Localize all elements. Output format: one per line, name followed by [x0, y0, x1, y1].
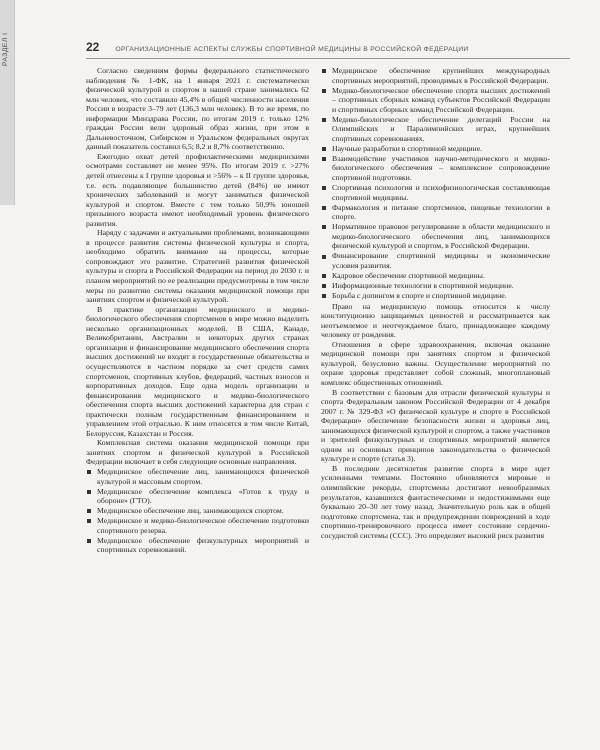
paragraph: Право на медицинскую помощь относится к числу конституционно защищаемых ценностей и рассматривается как неотъемлемое и неотчуждаемое благо, принадлежащее каждому человеку от рождения. — [321, 301, 550, 340]
paragraph: Наряду с задачами и актуальными проблемами, возникающими в процессе развития системы физической культуры и спорта, необходимо обратить внимание на процессы, которые сопровождают это развитие. Стратегией развития физической культуры и спорта в Российской Федерации на период до 2030 г. и планом мероприятий по ее реализации предусмотрены в том числе меры по развитию системы оказания медицинской помощи при занятиях спортом и физической культурой. — [86, 228, 309, 305]
page-header — [86, 40, 570, 56]
direction-list-continued — [321, 66, 550, 301]
list-item: Финансирование спортивной медицины и экономические условия развития. — [321, 251, 550, 270]
list-item: Информационные технологии в спортивной медицине. — [321, 281, 550, 291]
list-item: Медико-биологическое обеспечение спорта высших достижений – спортивных сборных команд субъектов Российской Федерации и спортивных сборных команд Российской Федерации. — [321, 86, 550, 115]
list-item: Медицинское обеспечение лиц, занимающихся спортом. — [86, 506, 309, 516]
list-item: Научные разработки в спортивной медицине. — [321, 144, 550, 154]
list-item: Спортивная психология и психофизиологическая составляющая спортивной медицины. — [321, 183, 550, 202]
paragraph: Комплексная система оказания медицинской помощи при занятиях спортом и физической культурой в Российской Федерации включает в себя следующие основные направления. — [86, 438, 309, 467]
list-item: Медицинское обеспечение лиц, занимающихся физической культурой и массовым спортом. — [86, 467, 309, 486]
list-item: Медицинское обеспечение комплекса «Готов к труду и обороне» (ГТО). — [86, 487, 309, 506]
section-label: РАЗДЕЛ I — [2, 32, 9, 66]
paragraph: Согласно сведениям формы федерального статистического наблюдения № 1-ФК, на 1 января 2021 г. систематически физической культурой и спортом в нашей стране занимались 62 млн человек, что составило 45,4% в общей численности населения России в возрасте 3–79 лет (136,3 млн человек). В то же время, по информации Минздрава России, по итогам 2019 г. только 12% граждан России вели здоровый образ жизни, при этом в Дальневосточном, Сибирском и Уральском федеральных округах данный показатель составил 6,5; 8,2 и 8,7% соответственно. — [86, 66, 309, 152]
list-item: Нормативное правовое регулирование в области медицинского и медико-биологического обеспечения лиц, занимающихся физической культурой и спортом, в Российской Федерации. — [321, 222, 550, 251]
header-divider — [86, 58, 570, 59]
paragraph: Отношения в сфере здравоохранения, включая оказание медицинской помощи при занятиях спортом и физической культурой, безусловно важны. Осуществление мероприятий по охране здоровья представляет собой сложный, многоплановый комплекс общественных отношений. — [321, 339, 550, 387]
list-item: Борьба с допингом в спорте и спортивной медицине. — [321, 291, 550, 301]
running-title: ОРГАНИЗАЦИОННЫЕ АСПЕКТЫ СЛУЖБЫ СПОРТИВНОЙ МЕДИЦИНЫ В РОССИЙСКОЙ ФЕДЕРАЦИИ — [115, 46, 469, 53]
direction-list — [86, 467, 309, 555]
left-column — [86, 66, 309, 742]
paragraph: В практике организации медицинского и медико-биологического обеспечения спортсменов в мире можно выделить несколько организационных моделей. В США, Канаде, Великобритании, Австралии и некоторых других странах организация и финансирование медицинского обеспечения спорта высших достижений не входят в государственные обязательства и осуществляются в частном порядке за счет средств самих спортсменов, спортивных клубов, федераций, частных взносов и корпоративных доходов. Еще одна модель организации и финансирования медицинского и медико-биологического обеспечения спорта высших достижений характерна для стран с практически полным государственным финансированием и управлением этой отраслью. К ним относятся в том числе Китай, Белоруссия, Казахстан и Россия. — [86, 304, 309, 438]
list-item: Медико-биологическое обеспечение делегаций России на Олимпийских и Паралимпийских играх, крупнейших спортивных соревнованиях. — [321, 115, 550, 144]
list-item: Кадровое обеспечение спортивной медицины. — [321, 271, 550, 281]
list-item: Взаимодействие участников научно-методического и медико-биологического обеспечения – комплексное сопровождение спортивной подготовки. — [321, 154, 550, 183]
paragraph: В соответствии с базовым для отрасли физической культуры и спорта Федеральным законом Российской Федерации от 4 декабря 2007 г. № 329-ФЗ «О физической культуре и спорте в Российской Федерации» обеспечение безопасности жизни и здоровья лиц, занимающихся физической культурой и спортом, а также участников и зрителей физкультурных и спортивных мероприятий является одним из основных принципов законодательства о физической культуре и спорте (статья 3). — [321, 387, 550, 464]
list-item: Медицинское обеспечение физкультурных мероприятий и спортивных соревнований. — [86, 536, 309, 555]
list-item: Фармакология и питание спортсменов, пищевые технологии в спорте. — [321, 203, 550, 222]
list-item: Медицинское и медико-биологическое обеспечение подготовки спортивного резерва. — [86, 516, 309, 535]
right-column — [321, 66, 550, 742]
paragraph: В последние десятилетия развитие спорта в мире идет усиленными темпами. Постоянно обновляются мировые и олимпийские рекорды, спортсмены достигают невообразимых результатов, казавшихся фантастическими и недостижимыми еще буквально 20–30 лет тому назад. Значительную роль как в общей подготовке спортсмена, так и предупреждении повреждений в ходе спортивно-тренировочного процесса имеет состояние сердечно-сосудистой системы (ССС). Это определяет высокий риск развития — [321, 463, 550, 540]
section-side-tab — [0, 0, 15, 205]
list-item: Медицинское обеспечение крупнейших международных спортивных мероприятий, проводимых в Российской Федерации. — [321, 66, 550, 85]
paragraph: Ежегодно охват детей профилактическими медицинскими осмотрами составляет не менее 95%. По итогам 2019 г. >27% детей отнесены к I группе здоровья и >56% – к II группе здоровья, т.е. есть подавляющее большинство детей (84%) не имеют хронических заболеваний и могут заниматься физической культурой и спортом. Вместе с тем только 50,9% юношей призывного возраста имеют необходимый уровень физического развития. — [86, 151, 309, 228]
page-number: 22 — [86, 40, 100, 54]
